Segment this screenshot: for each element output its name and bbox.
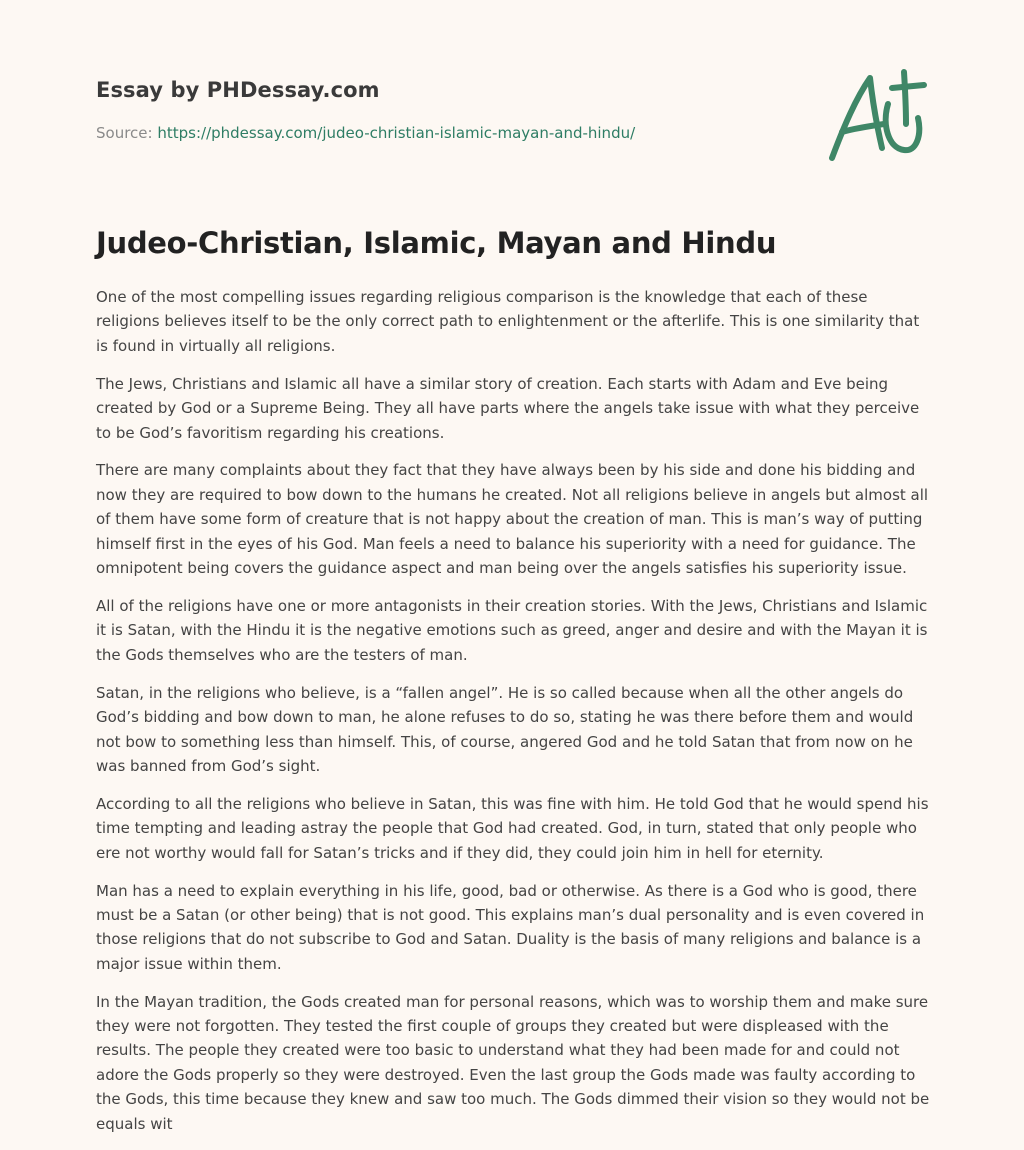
paragraph: In the Mayan tradition, the Gods created man for personal reasons, which was to worship them and make sure they were not forgotten. They tested the first couple of groups they created but were displeased with the results. The people they created were too basic to understand what they had been made for and could not adore the Gods properly so they were destroyed. Even the last group the Gods made was faulty according to the Gods, this time because they knew and saw too much. The Gods dimmed their vision so they would not be equals wit	[96, 992, 930, 1133]
paragraph: Satan, in the religions who believe, is a “fallen angel”. He is so called because when all the other angels do God’s bidding and bow down to man, he alone refuses to do so, stating he was there before them and would not bow to something less than himself. This, of course, angered God and he told Satan that from now on he was banned from God’s sight.	[96, 683, 914, 775]
brand-title: Essay by PHDessay.com	[96, 78, 380, 102]
essay-title: Judeo-Christian, Islamic, Mayan and Hindu	[96, 226, 777, 260]
source-link[interactable]: https://phdessay.com/judeo-christian-islamic-mayan-and-hindu/	[157, 124, 636, 142]
source-label: Source:	[96, 124, 153, 142]
paragraph: According to all the religions who believe in Satan, this was fine with him. He told God that he would spend his time tempting and leading astray the people that God had created. God, in turn, stated that only people who ere not worthy would fall for Satan’s tricks and if they did, they could join him in hell for eternity.	[96, 794, 929, 862]
paragraph: One of the most compelling issues regarding religious comparison is the knowledge that each of these religions believes itself to be the only correct path to enlightenment or the afterlife. This is one similarity that is found in virtually all religions.	[96, 288, 920, 355]
paragraph: There are many complaints about they fact that they have always been by his side and done his bidding and now they are required to bow down to the humans he created. Not all religions believe in angels but almost all of them have some form of creature that is not happy about the creation of man. This is man’s way of putting himself first in the eyes of his God. Man feels a need to balance his superiority with a need for guidance. The omnipotent being covers the guidance aspect and man being over the angels satisfies his superiority issue.	[96, 461, 929, 578]
paragraph: The Jews, Christians and Islamic all have a similar story of creation. Each starts with Adam and Eve being created by God or a Supreme Being. They all have parts where the angels take issue with what they perceive to be God’s favoritism regarding his creations.	[96, 374, 920, 442]
a-plus-logo-icon	[826, 66, 928, 166]
source-line	[96, 124, 635, 142]
header	[96, 0, 928, 200]
paragraph: All of the religions have one or more antagonists in their creation stories. With the Jews, Christians and Islamic it is Satan, with the Hindu it is the negative emotions such as greed, anger and desire and with the Mayan it is the Gods themselves who are the testers of man.	[96, 596, 928, 664]
essay-body	[96, 285, 934, 1150]
paragraph: Man has a need to explain everything in his life, good, bad or otherwise. As there is a God who is good, there must be a Satan (or other being) that is not good. This explains man’s dual personality and is even covered in those religions that do not subscribe to God and Satan. Duality is the basis of many religions and balance is a major issue within them.	[96, 881, 925, 973]
